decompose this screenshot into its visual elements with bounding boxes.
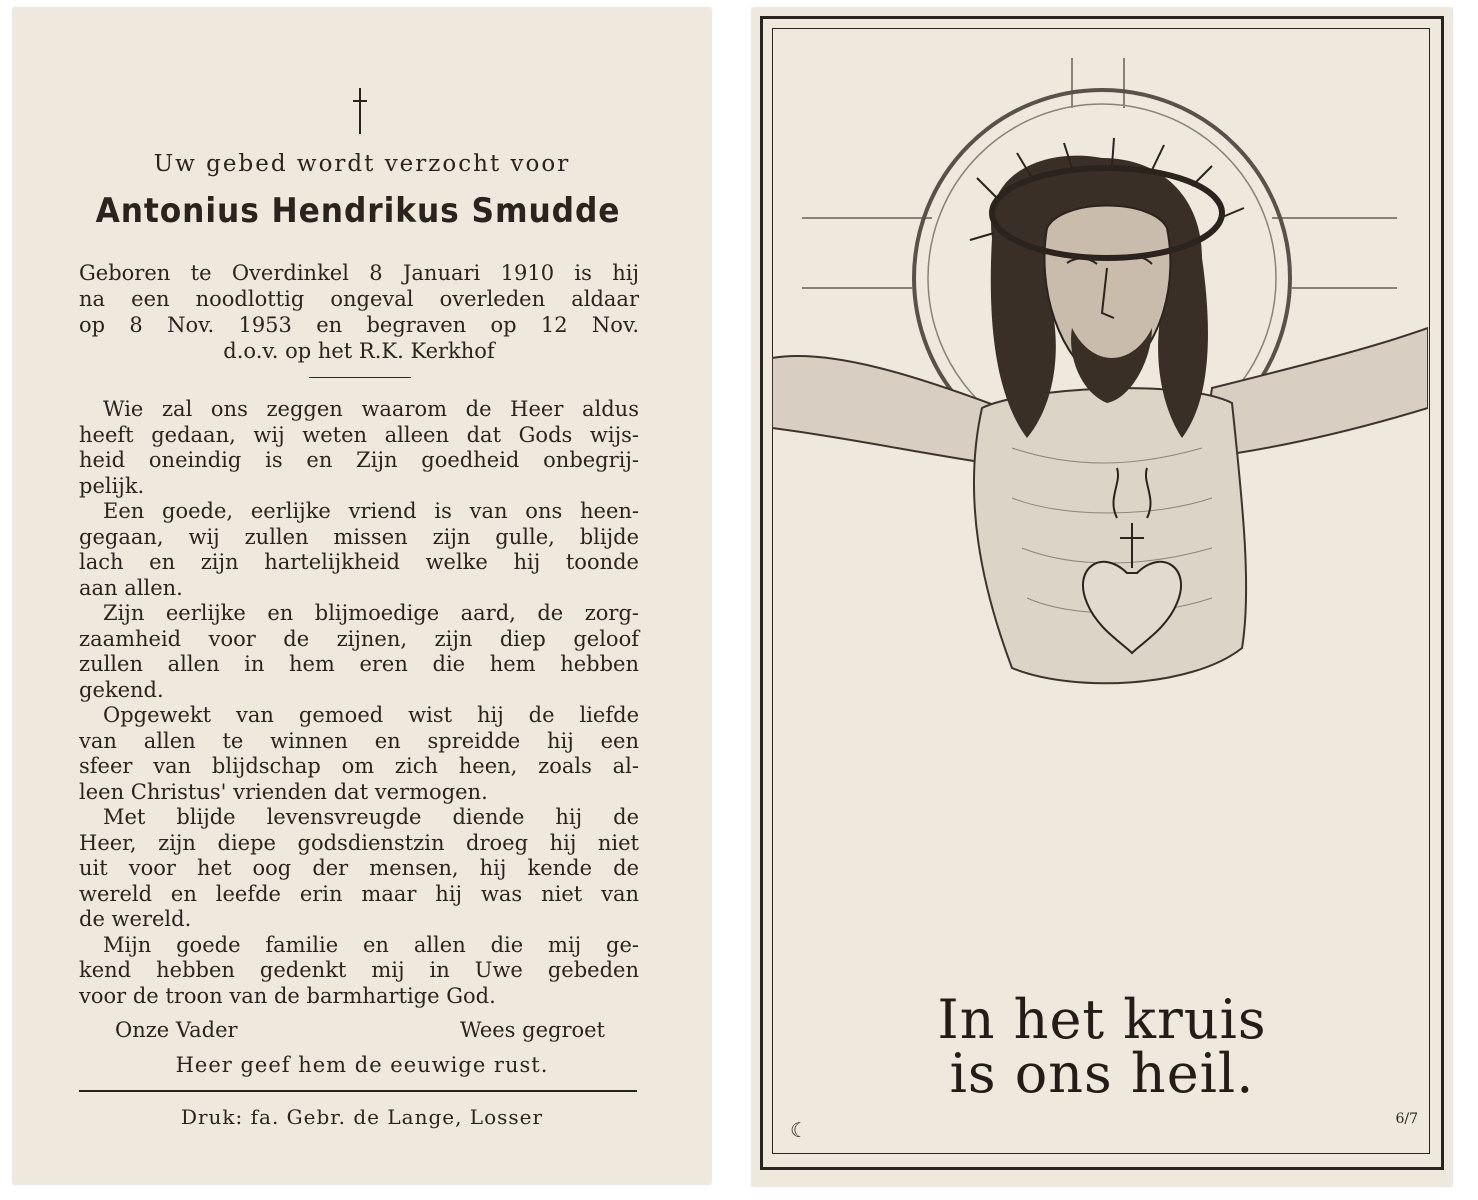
memorial-card-image-side [752, 8, 1452, 1186]
eternal-rest-line: Heer geef hem de eeuwige rust. [175, 1053, 549, 1077]
eulogy-line: kend hebben gedenkt mij in Uwe gebeden [79, 958, 639, 982]
eulogy-line: de wereld. [79, 907, 192, 931]
crucified-christ-illustration [772, 28, 1428, 728]
eulogy-line: gekend. [79, 677, 164, 702]
eulogy-line: lach en zijn hartelijkheid welke hij toonde [79, 550, 639, 574]
prayer-request-line: Uw gebed wordt verzocht voor [153, 151, 571, 177]
prayer-hail-mary: Wees gegroet [459, 1018, 605, 1042]
eulogy-line: leen Christus' vrienden dat vermogen. [79, 779, 488, 804]
bio-line: na een noodlottig ongeval overleden aldaar [79, 287, 639, 311]
eulogy-line: pelijk. [79, 473, 145, 498]
eulogy-line: Opgewekt van gemoed wist hij de liefde [103, 703, 639, 727]
bio-line: d.o.v. op het R.K. Kerkhof [223, 339, 495, 363]
eulogy-line: gegaan, wij zullen missen zijn gulle, blijde [79, 524, 639, 549]
printer-credit: Druk: fa. Gebr. de Lange, Losser [180, 1105, 544, 1129]
bio-line: Geboren te Overdinkel 8 Januari 1910 is hij [79, 261, 639, 285]
divider [309, 377, 411, 378]
eulogy-text [79, 397, 639, 1009]
eulogy-line: Een goede, eerlijke vriend is van ons heen- [103, 499, 639, 523]
eulogy-line: uit voor het oog der mensen, hij kende de [79, 856, 639, 880]
eulogy-line: heeft gedaan, wij weten alleen dat Gods wijs- [79, 422, 639, 447]
eulogy-line: zaamheid voor de zijnen, zijn diep geloof [79, 626, 639, 651]
motto-line-2: is ons heil. [949, 1042, 1255, 1105]
eulogy-line: heid oneindig is en Zijn goedheid onbegrij- [79, 448, 639, 472]
eulogy-line: Zijn eerlijke en blijmoedige aard, de zorg- [103, 601, 639, 625]
eulogy-line: van allen te winnen en spreidde hij een [79, 728, 639, 753]
printer-logo-icon: ☾ [790, 1118, 808, 1142]
eulogy-line: Heer, zijn diepe godsdienstzin droeg hij niet [79, 830, 639, 855]
eulogy-line: sfeer van blijdschap om zich heen, zoals al- [79, 754, 639, 778]
biography-block [79, 260, 639, 364]
eulogy-line: aan allen. [79, 575, 183, 600]
motto-text [902, 988, 1302, 1105]
eulogy-line: voor de troon van de barmhartige God. [79, 983, 496, 1008]
memorial-card-text-side [13, 8, 711, 1184]
bio-line: op 8 Nov. 1953 en begraven op 12 Nov. [79, 313, 639, 337]
footer-divider [79, 1090, 637, 1092]
motto-line-1: In het kruis [937, 988, 1267, 1051]
card-code: 6/7 [1395, 1111, 1418, 1127]
deceased-name: Antonius Hendrikus Smudde [95, 191, 621, 231]
eulogy-line: Mijn goede familie en allen die mij ge- [103, 932, 639, 957]
cross-icon [353, 88, 367, 134]
eulogy-line: wereld en leefde erin maar hij was niet van [79, 881, 639, 906]
eulogy-line: zullen allen in hem eren die hem hebben [79, 652, 639, 676]
prayer-our-father: Onze Vader [115, 1018, 238, 1042]
eulogy-line: Wie zal ons zeggen waarom de Heer aldus [103, 397, 639, 421]
eulogy-line: Met blijde levensvreugde diende hij de [103, 805, 639, 829]
